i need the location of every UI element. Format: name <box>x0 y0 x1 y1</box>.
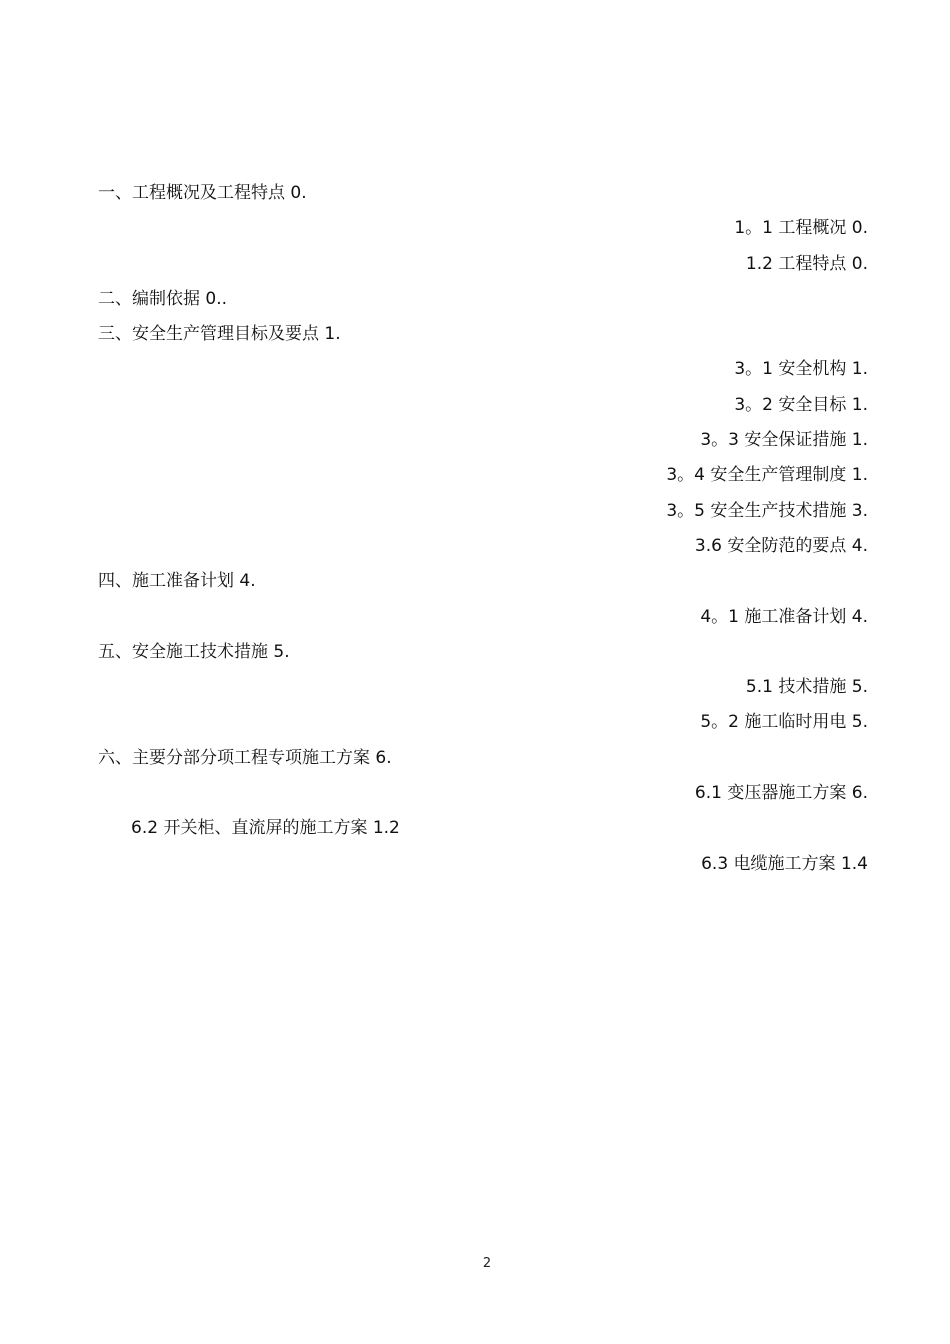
toc-entry[interactable]: 1。1 工程概况 0. <box>734 218 868 239</box>
toc-entry[interactable]: 1.2 工程特点 0. <box>745 253 868 274</box>
toc-entry[interactable]: 5.1 技术措施 5. <box>745 677 868 698</box>
toc-entry[interactable]: 6.2 开关柜、直流屏的施工方案 1.2 <box>131 818 400 839</box>
toc-entry[interactable]: 三、安全生产管理目标及要点 1. <box>98 324 341 345</box>
toc-entry[interactable]: 4。1 施工准备计划 4. <box>700 606 868 627</box>
toc-entry[interactable]: 四、施工准备计划 4. <box>98 571 256 592</box>
page-number: 2 <box>482 1256 492 1271</box>
toc-entry[interactable]: 五、安全施工技术措施 5. <box>98 641 290 662</box>
toc-entry[interactable]: 3。3 安全保证措施 1. <box>700 430 868 451</box>
toc-entry[interactable]: 二、编制依据 0.. <box>98 288 228 309</box>
toc-entry[interactable]: 6.3 电缆施工方案 1.4 <box>701 853 868 874</box>
toc-entry[interactable]: 3。5 安全生产技术措施 3. <box>666 500 868 521</box>
toc-entry[interactable]: 3。2 安全目标 1. <box>734 394 868 415</box>
table-of-contents <box>98 176 868 882</box>
toc-entry[interactable]: 6.1 变压器施工方案 6. <box>694 783 868 804</box>
toc-entry[interactable]: 3。4 安全生产管理制度 1. <box>666 465 868 486</box>
toc-entry[interactable]: 5。2 施工临时用电 5. <box>700 712 868 733</box>
toc-entry[interactable]: 3.6 安全防范的要点 4. <box>694 535 868 556</box>
toc-entry[interactable]: 3。1 安全机构 1. <box>734 359 868 380</box>
toc-entry[interactable]: 六、主要分部分项工程专项施工方案 6. <box>98 747 392 768</box>
toc-entry[interactable]: 一、工程概况及工程特点 0. <box>98 183 307 203</box>
